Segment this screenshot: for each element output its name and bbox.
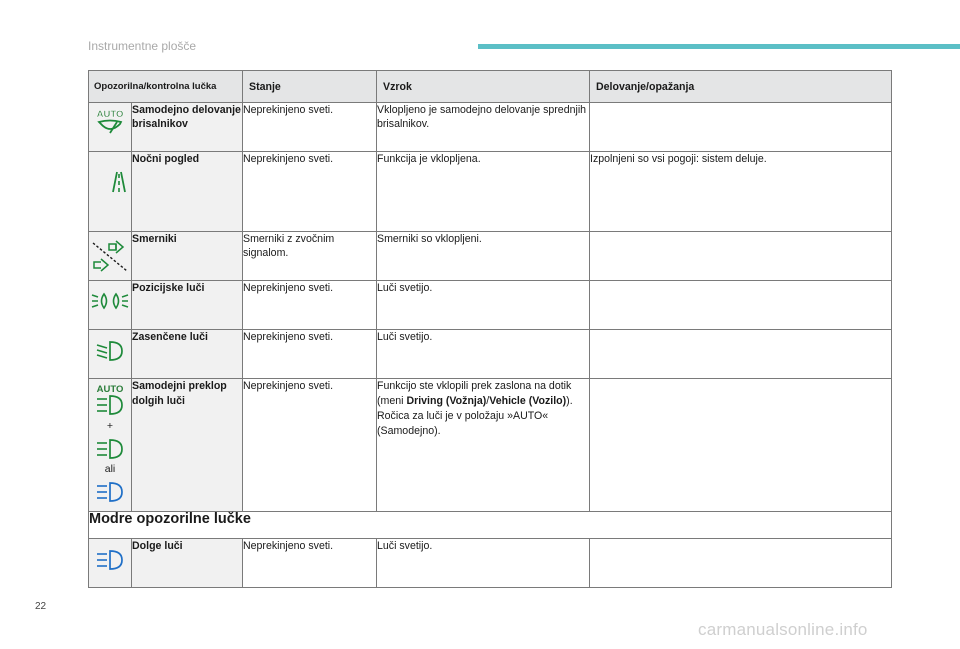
table-row (89, 152, 892, 232)
warning-lamps-table (88, 70, 892, 588)
lamp-name: Dolge luči (132, 539, 243, 588)
night-vision-icon (93, 162, 127, 194)
table-row (89, 103, 892, 152)
lamp-state: Smerniki z zvočnim signalom. (243, 232, 377, 281)
auto-wiper-icon (93, 108, 127, 142)
column-header-state: Stanje (243, 71, 377, 103)
icon-cell (89, 330, 132, 379)
sidelights-icon (90, 291, 130, 311)
lamp-cause: Luči svetijo. (377, 281, 590, 330)
plus-label: + (106, 420, 114, 432)
cause-text: Funkcijo ste vklopili prek zaslona na dotik (meni (377, 380, 572, 407)
icon-cell (89, 152, 132, 232)
icon-cell (89, 103, 132, 152)
svg-text:AUTO: AUTO (96, 384, 124, 395)
lamp-action (590, 379, 892, 512)
column-header-cause: Vzrok (377, 71, 590, 103)
cause-text-2: Ročica za luči je v položaju »AUTO« (Samodejno). (377, 410, 549, 437)
table-row (89, 539, 892, 588)
page-number: 22 (35, 601, 47, 612)
turn-signals-icon (90, 236, 130, 276)
lamp-cause: Luči svetijo. (377, 539, 590, 588)
high-beam-blue-icon (94, 481, 126, 503)
lamp-action (590, 539, 892, 588)
lamp-name: Zasenčene luči (132, 330, 243, 379)
table-row (89, 281, 892, 330)
lamp-state: Neprekinjeno sveti. (243, 103, 377, 152)
lamp-cause (377, 379, 590, 512)
lamp-name: Samodejno delovanje brisalnikov (132, 103, 243, 152)
table-row (89, 330, 892, 379)
lamp-name: Samodejni preklop dolgih luči (132, 379, 243, 512)
lamp-name: Pozicijske luči (132, 281, 243, 330)
column-header-action: Delovanje/opažanja (590, 71, 892, 103)
icon-cell (89, 232, 132, 281)
menu-vehicle: Vehicle (Vozilo) (489, 395, 567, 407)
icon-cell (89, 281, 132, 330)
icon-cell (89, 539, 132, 588)
lamp-state: Neprekinjeno sveti. (243, 379, 377, 512)
main-beam-icon (94, 549, 126, 571)
lamp-action (590, 232, 892, 281)
lamp-action: Izpolnjeni so vsi pogoji: sistem deluje. (590, 152, 892, 232)
lamp-state: Neprekinjeno sveti. (243, 281, 377, 330)
lamp-state: Neprekinjeno sveti. (243, 539, 377, 588)
cause-separator: / (486, 395, 490, 407)
watermark: carmanualsonline.info (698, 620, 868, 639)
section-row (89, 512, 892, 539)
lamp-cause: Funkcija je vklopljena. (377, 152, 590, 232)
table-header-row (89, 71, 892, 103)
section-title: Modre opozorilne lučke (89, 512, 892, 539)
lamp-cause: Smerniki so vklopljeni. (377, 232, 590, 281)
lamp-state: Neprekinjeno sveti. (243, 152, 377, 232)
menu-driving: Driving (Vožnja) (406, 395, 487, 407)
cause-end: ). (566, 395, 573, 407)
table-row (89, 379, 892, 512)
lamp-name: Smerniki (132, 232, 243, 281)
lamp-cause: Luči svetijo. (377, 330, 590, 379)
header-accent-bar (478, 44, 960, 49)
lamp-name: Nočni pogled (132, 152, 243, 232)
dipped-beam-icon (95, 340, 125, 362)
lamp-state: Neprekinjeno sveti. (243, 330, 377, 379)
lamp-action (590, 281, 892, 330)
auto-high-beam-icon (94, 383, 126, 417)
lamp-cause: Vklopljeno je samodejno delovanje sprednjih brisalnikov. (377, 103, 590, 152)
header-section-title: Instrumentne plošče (88, 39, 197, 53)
or-label: ali (104, 463, 116, 475)
svg-text:AUTO: AUTO (96, 109, 124, 120)
table-row (89, 232, 892, 281)
lamp-action (590, 103, 892, 152)
high-beam-icon (94, 438, 126, 460)
lamp-action (590, 330, 892, 379)
icon-cell (89, 379, 132, 512)
column-header-lamp: Opozorilna/kontrolna lučka (89, 71, 243, 103)
